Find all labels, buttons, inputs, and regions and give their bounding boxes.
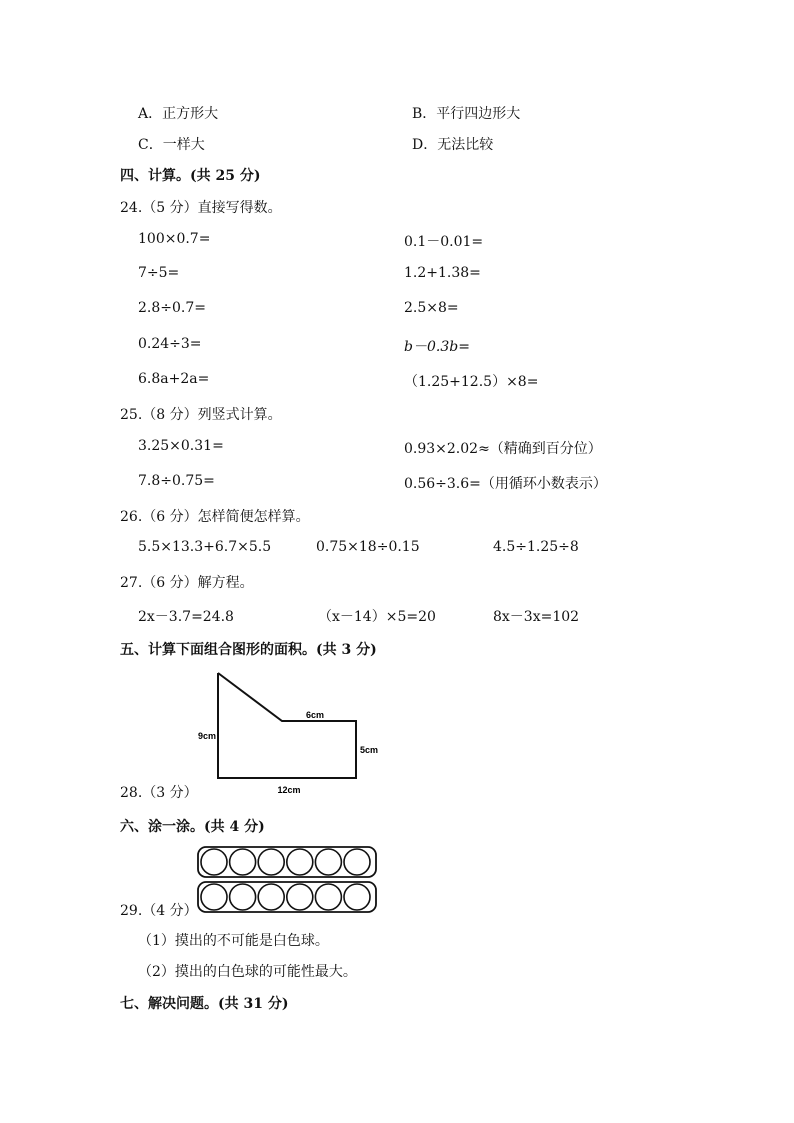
ball-circle[interactable]: [344, 849, 370, 875]
q27-item-1: 2x－3.7=24.8: [138, 609, 234, 625]
q25-item-1: 3.25×0.31=: [138, 438, 224, 454]
q25-item-3: 7.8÷0.75=: [138, 473, 215, 489]
ball-circle[interactable]: [287, 884, 313, 910]
q26-item-2: 0.75×18÷0.15: [316, 539, 420, 555]
q24-item-5: 2.8÷0.7=: [138, 300, 206, 316]
section-6-heading: 六、涂一涂。(共 4 分): [120, 819, 265, 835]
q29-stem: 29.（4 分）: [120, 903, 198, 919]
q25-item-2: 0.93×2.02≈（精确到百分位）: [404, 441, 602, 457]
ball-circle[interactable]: [230, 884, 256, 910]
ball-circle[interactable]: [258, 884, 284, 910]
q25-stem: 25.（8 分）列竖式计算。: [120, 407, 282, 423]
q24-item-1: 100×0.7=: [138, 231, 211, 247]
q24-item-2: 0.1－0.01=: [404, 234, 484, 250]
q26-stem: 26.（6 分）怎样简便怎样算。: [120, 509, 310, 525]
q29-sub-2: （2）摸出的白色球的可能性最大。: [138, 964, 357, 980]
option-a: A．正方形大: [138, 106, 219, 122]
ball-boxes-figure: [196, 845, 380, 915]
ball-circle[interactable]: [315, 884, 341, 910]
q29-sub-1: （1）摸出的不可能是白色球。: [138, 933, 329, 949]
q24-item-10: （1.25+12.5）×8=: [404, 374, 539, 390]
q24-item-8: b－0.3b=: [404, 339, 470, 355]
label-5cm: 5cm: [360, 745, 379, 755]
option-b: B．平行四边形大: [412, 106, 521, 122]
ball-circle[interactable]: [201, 849, 227, 875]
ball-circle[interactable]: [201, 884, 227, 910]
label-6cm: 6cm: [305, 710, 325, 720]
ball-circle[interactable]: [344, 884, 370, 910]
section-5-heading: 五、计算下面组合图形的面积。(共 3 分): [120, 642, 377, 658]
ball-circle[interactable]: [287, 849, 313, 875]
option-d: D．无法比较: [412, 137, 494, 153]
q28-stem: 28.（3 分）: [120, 785, 198, 801]
q26-item-1: 5.5×13.3+6.7×5.5: [138, 539, 272, 555]
section-4-heading: 四、计算。(共 25 分): [120, 168, 261, 184]
ball-circle[interactable]: [315, 849, 341, 875]
q26-item-3: 4.5÷1.25÷8: [493, 539, 579, 555]
q24-stem: 24.（5 分）直接写得数。: [120, 200, 282, 216]
q25-item-4: 0.56÷3.6=（用循环小数表示）: [404, 476, 607, 492]
q24-item-9: 6.8a+2a=: [138, 371, 210, 387]
q27-item-2: （x－14）×5=20: [318, 609, 436, 625]
section-7-heading: 七、解决问题。(共 31 分): [120, 996, 289, 1012]
composite-shape-outline: [218, 673, 356, 778]
q24-item-7: 0.24÷3=: [138, 336, 202, 352]
q24-item-4: 1.2+1.38=: [404, 265, 481, 281]
ball-circle[interactable]: [230, 849, 256, 875]
option-c: C．一样大: [138, 137, 205, 153]
q24-item-6: 2.5×8=: [404, 300, 459, 316]
q27-stem: 27.（6 分）解方程。: [120, 575, 254, 591]
composite-shape-figure: [190, 668, 390, 798]
label-12cm: 12cm: [277, 785, 301, 795]
ball-circle[interactable]: [258, 849, 284, 875]
q24-item-3: 7÷5=: [138, 265, 180, 281]
q27-item-3: 8x－3x=102: [493, 609, 580, 625]
label-9cm: 9cm: [198, 731, 217, 741]
